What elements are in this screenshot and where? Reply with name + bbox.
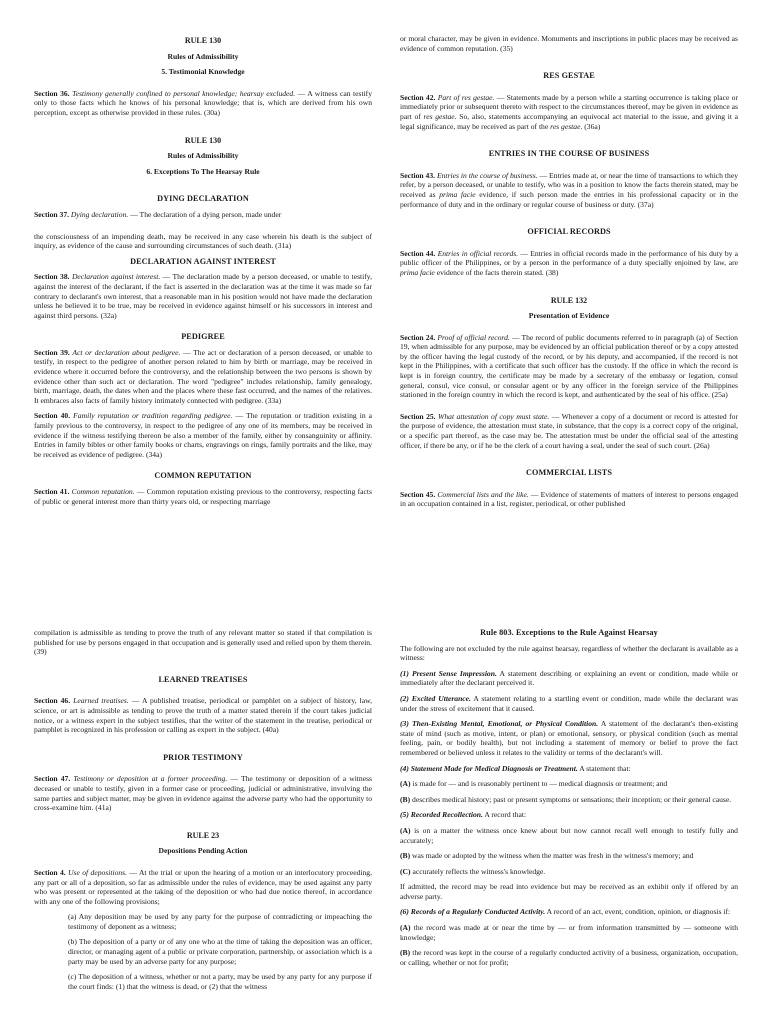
exception-6a: [400, 923, 738, 942]
sub-text: was made or adopted by the witness when the matter was fresh in the witness's memory; and: [412, 851, 694, 861]
section-title: Learned treatises.: [73, 696, 129, 706]
page2-left-column: [34, 628, 372, 991]
sub-label: (B): [400, 851, 411, 861]
rule-subheading: Rules of Admissibility: [167, 51, 239, 61]
topic-heading: PEDIGREE: [181, 332, 225, 342]
section-title: Declaration against interest.: [71, 272, 161, 282]
exception-1: [400, 669, 738, 688]
document-page-2: [0, 620, 768, 1024]
section-group-heading: 5. Testimonial Knowledge: [161, 67, 245, 77]
section-italic-term: res gestae: [550, 121, 581, 131]
section-label: Section 42.: [400, 92, 436, 102]
list-item: (b) The deposition of a party or of any one who at the time of taking the deposition was an officer, director, or managing agent of a public or private corporation, partnership, or association which is a party may be used by an adverse party for any purpose;: [68, 937, 372, 966]
section-title: Testimony generally confined to personal knowledge; hearsay excluded.: [72, 88, 296, 98]
exception-6: [400, 907, 738, 917]
rule-heading: RULE 23: [186, 830, 220, 840]
section-label: Section 47.: [34, 774, 71, 784]
section-label: Section 39.: [34, 347, 70, 357]
section-label: Section 40.: [34, 411, 71, 421]
section-label: Section 24.: [400, 332, 436, 342]
section-text: — Whenever a copy of a document or record is attested for the purpose of evidence, the attestation must state, in substance, that the copy is a correct copy of the original, or a specific part thereof, as the case may be. The attestation must be under the official seal of the attesting officer, if there be any, or if he be the clerk of a court having a seal, under the seal of such court. (26a): [400, 411, 739, 450]
exception-label: (4) Statement Made for Medical Diagnosis or Treatment.: [400, 763, 578, 773]
exception-2: [400, 694, 738, 713]
exception-label: (3) Then-Existing Mental, Emotional, or Physical Condition.: [400, 719, 599, 729]
sub-text: is on a matter the witness once knew about but now cannot recall well enough to testify fully and accurately;: [400, 825, 738, 845]
rule-heading: RULE 132: [550, 295, 588, 305]
topic-heading: LEARNED TREATISES: [158, 674, 248, 684]
section-39: [34, 348, 372, 406]
exception-text: A statement that:: [579, 763, 631, 773]
section-title: Dying declaration.: [70, 209, 129, 219]
section-42: [400, 93, 738, 131]
topic-heading: DYING DECLARATION: [157, 194, 249, 204]
page-separator: [0, 600, 768, 620]
section-45: [400, 490, 738, 509]
topic-heading: ENTRIES IN THE COURSE OF BUSINESS: [488, 149, 650, 159]
section-title: Proof of official record.: [437, 332, 510, 342]
section-title: Entries in official records.: [437, 248, 519, 258]
section-24: [400, 333, 738, 400]
section-label: Section 37.: [34, 209, 70, 219]
section-title: Entries in the course of business.: [437, 170, 538, 180]
section-label: Section 4.: [34, 867, 66, 877]
section-text: — The record of public documents referred to in paragraph (a) of Section 19, when admissible for any purpose, may be evidenced by an official publication thereof or by a copy attested by the officer having the legal custody of the record, or by his deputy, and accompanied, if the record is not kept in the Philippines, with a certificate that such officer has the custody. If the office in which the record is kept is in foreign country, the certificate may be made by a secretary of the embassy or legation, consul general, consul, vice consul, or consular agent or by any officer in the foreign service of the Philippines stationed in the foreign country in which the record is kept, and authenticated by the seal of his office. (25a): [400, 332, 738, 400]
exception-5-note: If admitted, the record may be read into evidence but may be received as an exhibit only if offered by an adverse party.: [400, 882, 738, 901]
section-label: Section 41.: [34, 487, 70, 496]
section-text: . (36a): [580, 121, 601, 131]
exception-5b: [400, 851, 738, 861]
sub-text: the record was kept in the course of a regularly conducted activity of a business, organization, occupation, or calling, whether or not for profit;: [400, 948, 738, 967]
section-label: Section 46.: [34, 696, 71, 706]
exception-6b: [400, 948, 738, 967]
topic-heading: OFFICIAL RECORDS: [527, 227, 611, 237]
section-label: Section 36.: [34, 88, 70, 98]
exception-text: A statement of the declarant's then-existing state of mind (such as motive, intent, or plan) or emotional, sensory, or physical condition (such as mental feeling, pain, or bodily health), but not including a statement of memory or belief to prove the fact remembered or believed unless it relates to the validity or terms of the declarant's will.: [400, 719, 738, 757]
section-title: Use of depositions.: [68, 867, 128, 877]
section-group-heading: 6. Exceptions To The Hearsay Rule: [146, 166, 260, 176]
section-47: [34, 774, 372, 812]
exception-label: (2) Excited Utterance.: [400, 693, 471, 703]
section-text: — The declaration made by a person deceased, or unable to testify, against the interest of the declarant, if the fact is asserted in the declaration was at the time it was made so far contrary to declarant's own interest, that a reasonable man in his position would not have made the declaration unless he believed it to be true, may be received in evidence against himself or his successors in interest and against third persons. (32a): [34, 272, 372, 320]
section-label: Section 44.: [400, 248, 436, 258]
section-37-continued: the consciousness of an impending death, may be received in any case wherein his death is the subject of inquiry, as evidence of the cause and surrounding circumstances of such death. (31a): [34, 231, 372, 251]
section-text: evidence of the facts therein stated. (38): [436, 267, 559, 277]
section-text: — Statements made by a person while a starting occurrence is taking place or immediately prior or subsequent thereto with respect to the circumstances thereof, may be given in evidence as part of: [400, 92, 738, 121]
section-title: Common reputation.: [71, 487, 135, 496]
section-text: — A published treatise, periodical or pamphlet on a subject of history, law, science, or art is admissible as tending to prove the truth of a matter stated therein if the court takes judicial notice, or a witness expert in the subject testifies, that the writer of the statement in the treatise, periodical or pamphlet is recognized in his profession or calling as expert in the subject. (40a): [34, 696, 372, 735]
exception-label: (6) Records of a Regularly Conducted Activity.: [400, 907, 546, 917]
section-label: Section 45.: [400, 489, 436, 499]
section-25: [400, 412, 738, 450]
rule-subheading: Presentation of Evidence: [528, 311, 610, 321]
topic-heading: RES GESTAE: [543, 71, 595, 81]
exception-3: [400, 719, 738, 757]
exception-5c: [400, 867, 738, 877]
section-text: — The reputation or tradition existing in a family previous to the controversy, in respect to the pedigree of any one of its members, may be received in evidence if the witness testifying thereon be also a member of the family, either by consanguinity or affinity. Entries in family bibles or other family books or charts, engravings on rings, family portraits and the like, may be received as evidence of pedigree. (34a): [34, 411, 373, 459]
rule-heading: RULE 130: [184, 36, 222, 45]
section-label: Section 38.: [34, 272, 70, 282]
section-italic-term: prima facie: [439, 189, 476, 199]
section-46: [34, 696, 372, 734]
exception-text: A record that:: [484, 810, 527, 820]
sub-text: describes medical history; past or present symptoms or sensations; their inception; or their general cause.: [412, 794, 732, 804]
list-item: (c) The deposition of a witness, whether or not a party, may be used by any party for any purpose if the court finds: (1) that the witness is dead, or (2) that the witness: [68, 972, 372, 991]
exception-4a: [400, 779, 738, 789]
sub-label: (A): [400, 825, 411, 835]
section-text: — Common reputation existing previous to the controversy, respecting facts of public or general interest more than thirty years old, or respecting marriage: [34, 487, 372, 506]
exception-label: (5) Recorded Recollection.: [400, 810, 483, 820]
topic-heading: COMMON REPUTATION: [154, 471, 252, 481]
section-title: Testimony or deposition at a former proceeding.: [73, 774, 228, 784]
section-40: [34, 411, 372, 459]
section-text: — The act or declaration of a person deceased, or unable to testify, in respect to the pedigree of another person related to him by birth or marriage, may be received in evidence where it occurred before the controversy, and the relationship between the two persons is shown by evidence other than such act or declaration. The word "pedigree" includes relationship, family genealogy, birth, marriage, death, the dates when and the places where these fast occurred, and the names of the relatives. It embraces also facts of family history intimately connected with pedigree. (33a): [34, 347, 373, 405]
section-italic-term: prima facie: [400, 267, 435, 277]
exception-text: A statement relating to a startling event or condition, made while the declarant was under the stress of excitement that it caused.: [400, 693, 738, 713]
rule-heading: RULE 130: [184, 135, 222, 145]
topic-heading: PRIOR TESTIMONY: [163, 752, 243, 762]
section-41-continued: or moral character, may be given in evidence. Monuments and inscriptions in public places may be received as evidence of common reputation. (35): [400, 34, 738, 53]
section-title: Act or declaration about pedigree.: [72, 347, 181, 357]
page1-left-column: [34, 36, 372, 506]
page2-right-column: [400, 628, 738, 967]
sub-text: accurately reflects the witness's knowledge.: [412, 866, 546, 876]
section-text: — The testimony or deposition of a witness deceased or unable to testify, given in a former case or proceeding, judicial or administrative, involving the same parties and subject matter, may be given in evidence against the adverse party who had the opportunity to cross-examine him. (41a): [34, 774, 372, 813]
section-36: [34, 89, 372, 118]
exception-label: (1) Present Sense Impression.: [400, 668, 497, 678]
section-44: [400, 249, 738, 278]
section-text: — At the trial or upon the hearing of a motion or an interlocutory proceeding, any part or all of a deposition, so far as admissible under the rules of evidence, may be used against any party who was present or represented at the taking of the deposition or who had due notice thereof, in accordance with any one of the following provisions;: [34, 867, 372, 906]
exception-4: [400, 764, 738, 774]
section-text: — Entries in official records made in the performance of his duty by a public officer of the Philippines, or by a person in the performance of a duty specially enjoined by law, are: [400, 248, 739, 268]
sub-label: (B): [400, 794, 411, 804]
section-label: Section 25.: [400, 411, 436, 421]
section-text: — Entries made at, or near the time of transactions to which they refer, by a person deceased, or unable to testify, who was in a position to know the facts therein stated, may be received as: [400, 170, 738, 199]
rule-heading: Rule 803. Exceptions to the Rule Against Hearsay: [480, 628, 658, 637]
section-text: . So, also, statements accompanying an equivocal act material to the issue, and giving it a legal significance, may be received as part of the: [400, 111, 738, 131]
exception-text: A statement describing or explaining an event or condition, made while or immediately after the declarant perceived it.: [400, 668, 738, 688]
topic-heading: COMMERCIAL LISTS: [526, 468, 612, 478]
section-title: Part of res gestae.: [437, 92, 495, 102]
sub-label: (C): [400, 866, 411, 876]
rule-intro: The following are not excluded by the rule against hearsay, regardless of whether the declarant is available as a witness:: [400, 643, 738, 663]
section-text: — Evidence of statements of matters of interest to persons engaged in an occupation contained in a list, register, periodical, or other published: [400, 489, 738, 509]
section-37: [34, 210, 372, 220]
section-4: [34, 868, 372, 906]
list-item: (a) Any deposition may be used by any party for the purpose of contradicting or impeaching the testimony of deponent as a witness;: [68, 912, 372, 931]
section-43: [400, 171, 738, 209]
rule-subheading: Rules of Admissibility: [167, 151, 239, 161]
section-title: Commercial lists and the like.: [437, 489, 529, 499]
section-text: — A witness can testify only to those facts which he knows of his personal knowledge; that is, which are derived from his own perception, except as otherwise provided in these rules. (30a): [34, 88, 372, 117]
section-45-continued: compilation is admissible as tending to prove the truth of any relevant matter so stated if that compilation is published for use by persons engaged in that occupation and is generally used and relied upon by them therein. (39): [34, 628, 372, 657]
section-38: [34, 272, 372, 320]
sub-label: (B): [400, 948, 411, 958]
sub-text: the record was made at or near the time by — or from information transmitted by — someone with knowledge;: [400, 923, 739, 942]
page1-right-column: [400, 34, 738, 509]
sub-text: is made for — and is reasonably pertinent to — medical diagnosis or treatment; and: [412, 779, 668, 789]
section-text: evidence, if such person made the entries in his professional capacity or in the performance of duty and in the ordinary or regular course of business or duty. (37a): [400, 189, 738, 209]
section-text: — The declaration of a dying person, made under: [130, 209, 282, 219]
section-41: [34, 487, 372, 506]
section-label: Section 43.: [400, 170, 436, 180]
section-title: What attestation of copy must state.: [438, 411, 550, 421]
exception-text: A record of an act, event, condition, opinion, or diagnosis if:: [546, 907, 731, 917]
sub-label: (A): [400, 779, 411, 789]
exception-5: [400, 810, 738, 820]
sub-label: (A): [400, 923, 411, 933]
section-title: Family reputation or tradition regarding pedigree.: [73, 411, 233, 421]
section-italic-term: res gestae: [423, 111, 455, 121]
rule-subheading: Depositions Pending Action: [158, 846, 248, 856]
topic-heading: DECLARATION AGAINST INTEREST: [130, 256, 276, 266]
exception-5a: [400, 826, 738, 845]
exception-4b: [400, 795, 738, 805]
